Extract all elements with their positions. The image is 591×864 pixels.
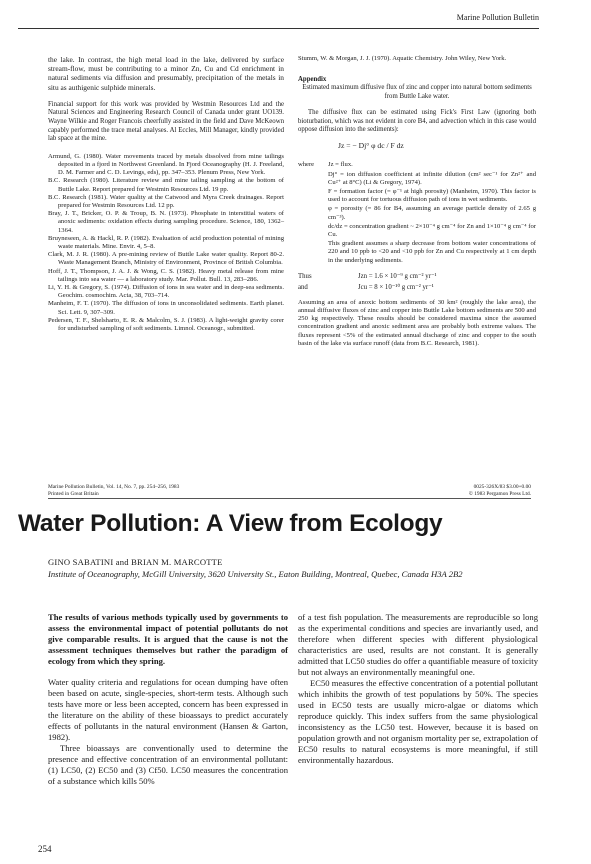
body-paragraph: EC50 measures the effective concentration of a potential pollutant which inhibits the growth of test populations by 50%. The species used in EC50 tests are usually micro-algae or diatoms which reproduce quickly. This index suffers from the same physiological inconsistency as the LC50 test. However, because it is based on population growth and not organism mortality per se, extrapolation of EC50 results to natural ecosystems is more meaningful, if still environmentally hazardous. (298, 678, 538, 765)
reference-list (48, 153, 284, 333)
fick-equation (298, 140, 536, 151)
reference-item: Hoff, J. T., Thompson, J. A. J. & Wong, C. S. (1982). Heavy metal release from mine tailings into sea water — a laboratory study. Mar. Pollut. Bull. 13, 283–286. (48, 267, 284, 283)
definition-item: φ = porosity (= 86 for B4, assuming an average particle density of 2.65 g cm⁻³). (328, 205, 536, 221)
reference-item: B.C. Research (1980). Literature review and mine tailing sampling at the bottom of Buttle Lake. Report prepared for Westmin Resources Ltd. 19 pp. (48, 177, 284, 193)
reference-item: Bray, J. T., Bricker, O. P. & Troup, B. N. (1973). Phosphate in interstitial waters of anoxic sediments: oxidation effects during sampling procedure. Science, 180, 1362–1364. (48, 210, 284, 234)
reference-item: Armund, G. (1980). Water movements traced by metals dissolved from mine tailings deposited in a fjord in Northwest Greenland. In Fjord Oceanography (H. J. Freeland, D. M. Farmer and C. D. Levings, eds), pp. 347–353. Plenum Press, New York. (48, 152, 284, 177)
appendix-label: Appendix (298, 76, 327, 84)
article-affiliation: Institute of Oceanography, McGill University, 3620 University St., Eaton Building, Montreal, Quebec, Canada H3A 2B2 (48, 569, 463, 579)
article-right-column (298, 612, 538, 766)
journal-citation (48, 484, 179, 498)
body-paragraph: Water quality criteria and regulations for ocean dumping have often been based on acute, single-species, short-term tests. Although such tests have more or less been accepted, concern has been expressed in the literature on the ability of these bioassays to predict accurately effects of pollutants in the natural environment (Hansen & Garton, 1982). (48, 677, 288, 742)
running-title: Marine Pollution Bulletin (456, 13, 539, 22)
article-abstract: The results of various methods typically used by governments to assess the environmental impact of potential pollutants do not give comparable results. It is argued that the cause is not the assessment techniques themselves but rather the paradigm of ecology from which they spring. (48, 612, 288, 666)
zinc-flux-result: Jzn = 1.6 × 10⁻⁹ g cm⁻² yr⁻¹ (358, 272, 437, 280)
page-number: 254 (38, 844, 52, 854)
header-rule (18, 28, 539, 29)
copper-flux-result: Jcu = 8 × 10⁻¹⁰ g cm⁻² yr⁻¹ (358, 283, 434, 291)
body-paragraph: Three bioassays are conventionally used to determine the presence and effective concentration of an environmental pollutant: (1) LC50, (2) EC50 and (3) Cf50. LC50 measures the concentration of a substance which kills 50% (48, 743, 288, 786)
definition-item: F = formation factor (= φ⁻¹ at high porosity) (Manheim, 1970). This factor is used to account for tortuous diffusion path of ions in wet sediments. (328, 188, 536, 204)
definition-item: Jz = flux. (328, 161, 353, 169)
appendix-conclusion: Assuming an area of anoxic bottom sediments of 30 km² (roughly the lake area), the annual diffusive fluxes of zinc and copper into Buttle Lake bottom sediments are 500 and 250 kg respectively. These results should be considered maxima since the assumed concentration gradient and anoxic sediment area are probably both extreme values. The fluxes represent <5% of the estimated annual discharge of zinc and copper to the south basin of the lake via surface runoff (data from B.C. Research, 1981). (298, 298, 536, 347)
article-title: Water Pollution: A View from Ecology (18, 510, 443, 537)
journal-citation-line: Marine Pollution Bulletin, Vol. 14, No. 7, pp. 254–256, 1983 (48, 484, 180, 490)
body-paragraph: of a test fish population. The measurements are reproducible so long as the experimental conditions and species are invariantly used, and therefore when different species with different physiological characteristics are used, results are not constant. It is generally admitted that LC50 studies do offer a quantifiable measure of toxicity but not always an environmentally meaningful one. (298, 612, 538, 677)
article-authors: GINO SABATINI and BRIAN M. MARCOTTE (48, 557, 223, 567)
gradient-assumption: This gradient assumes a sharp decrease from bottom water concentrations of 220 and 10 ppb to <20 and <10 ppb for Zn and Cu respectively at 1 cm depth in the underlying sediments. (328, 240, 536, 264)
definitions-block (298, 161, 536, 264)
closing-paragraph: the lake. In contrast, the high metal load in the lake, delivered by surface stream-flow, must be contributing to a minor Zn, Cu and Cd enrichment in natural sediments via diffusion and presumably, precipitation of the metals in situ as authigenic sulphide minerals. (48, 55, 284, 92)
equation-rhs: = − Dj° φ dc / F dz (346, 141, 404, 151)
results-block (298, 271, 536, 293)
price-line: 0025-326X/83 $3.00+0.00 (473, 484, 531, 490)
reference-item: Li, Y. H. & Gregory, S. (1974). Diffusion of ions in sea water and in deep-sea sediments. Geochim. cosmochim. Acta, 38, 703–714. (48, 284, 284, 300)
where-label: where (298, 161, 315, 169)
appendix-caption: Estimated maximum diffusive flux of zinc and copper into natural bottom sediments from Buttle Lake water. (302, 84, 532, 100)
and-label: and (298, 283, 308, 291)
copyright-line: © 1983 Pergamon Press Ltd. (468, 491, 531, 497)
printed-in-line: Printed in Great Britain (48, 491, 99, 497)
reference-item: Pedersen, T. F., Shelsharto, E. R. & Malcolm, S. J. (1983). A light-weight gravity corer for undisturbed sampling of soft sediments. Limnol. Oceanogr., submitted. (48, 316, 284, 333)
definition-item: dc/dz = concentration gradient ~ 2×10⁻⁴ g cm⁻⁴ for Zn and 1×10⁻⁴ g cm⁻⁴ for Cu. (328, 222, 536, 239)
acknowledgements: Financial support for this work was provided by Westmin Resources Ltd and the Natural Sciences and Engineering Research Council of Canada under grant UO139. Wayne Wilkie and Roger Francois cheerfully assisted in the field and Dave McKeown capably performed the trace metal analyses. Al Eccles, Mill Manager, kindly provided lab space at the mine. (48, 100, 284, 143)
top-left-column (48, 55, 284, 333)
article-left-column (48, 612, 288, 787)
definition-item: Dj° = ion diffusion coefficient at infinite dilution (cm² sec⁻¹ for Zn²⁺ and Cu²⁺ at 8°C) (Li & Gregory, 1974). (328, 170, 536, 186)
equation-lhs: Jz (338, 141, 345, 151)
top-right-column (298, 55, 536, 348)
reference-item: B.C. Research (1981). Water quality at the Catwood and Myra Creek drainages. Report prepared for Westmin Resources Ltd. 12 pp. (48, 193, 284, 209)
reference-item: Clark, M. J. R. (1980). A pre-mining review of Buttle Lake water quality. Report 80-2. Waste Management Branch, Ministry of Environment, Province of British Columbia. (48, 251, 284, 267)
reference-item: Bruyneseen, A. & Hackl, R. P. (1982). Evaluation of acid production potential of mining waste materials. Mine. Envir. 4, 5–8. (48, 234, 284, 251)
thus-label: Thus (298, 272, 312, 280)
article-rule (48, 498, 531, 499)
reference-item: Manheim, F. T. (1970). The diffusion of ions in unconsolidated sediments. Earth planet. Sci. Lett. 9, 307–309. (48, 300, 284, 316)
appendix-text: The diffusive flux can be estimated using Fick's First Law (ignoring both bioturbation, which was not evident in core B4, and advection which in this case would oppose diffusion into the sediments): (298, 109, 536, 134)
copyright-block (469, 484, 531, 498)
reference-item: Stumm, W. & Morgan, J. J. (1970). Aquatic Chemistry. John Wiley, New York. (298, 55, 507, 62)
